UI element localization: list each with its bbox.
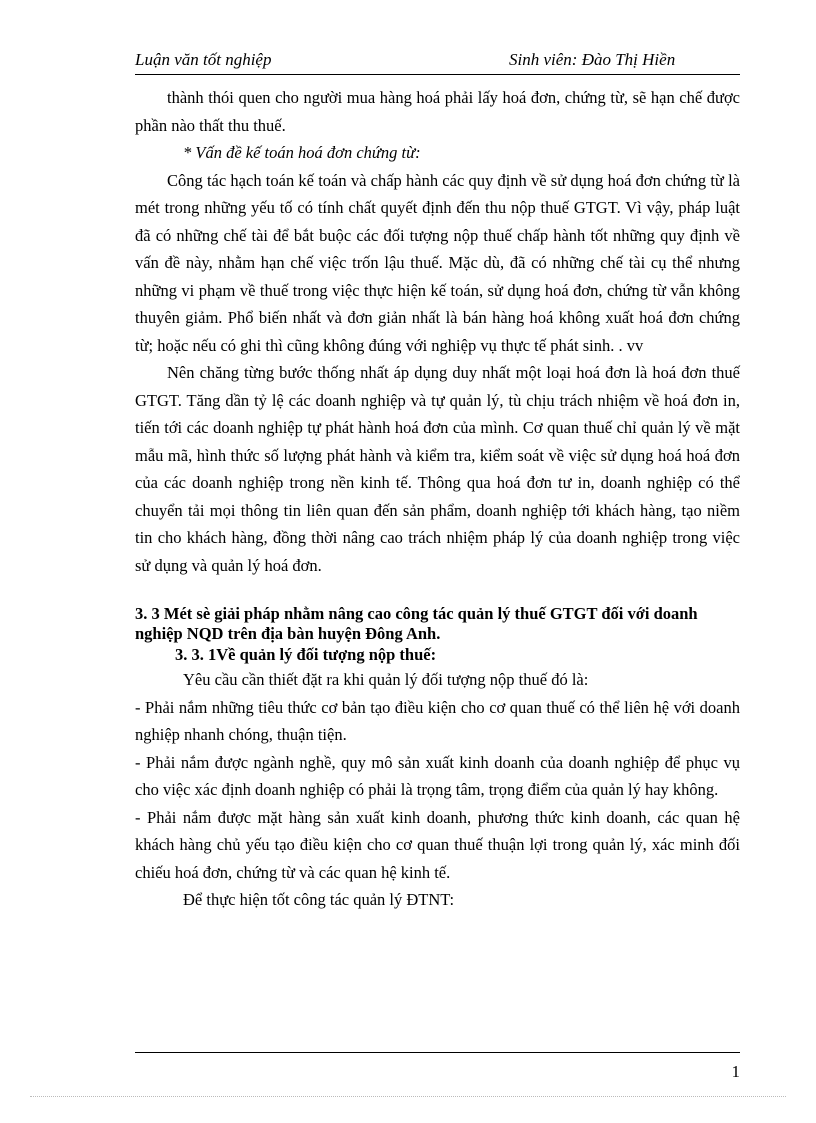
paragraph-2: Công tác hạch toán kế toán và chấp hành các quy định về sử dụng hoá đơn chứng từ là mét trong những yếu tố có tính chất quyết định đến thu nộp thuế GTGT. Vì vậy, pháp luật đã có những chế tài để bắt buộc các đối tượng nộp thuế chấp hành tốt những quy định về vấn đề này, nhằm hạn chế việc trốn lậu thuế. Mặc dù, đã có những chế tài cụ thể nhưng những vi phạm về thuế trong việc thực hiện kế toán, sử dụng hoá đơn, chứng từ vẫn không thuyên giảm. Phổ biến nhất và đơn giản nhất là bán hàng hoá không xuất hoá đơn chứng từ; hoặc nếu có ghi thì cũng không đúng với nghiệp vụ thực tế phát sinh. . vv [135,170,740,355]
section-heading: 3. 3 Mét sè giải pháp nhằm nâng cao công tác quản lý thuế GTGT đối với doanh nghiệp NQD trên địa bàn huyện Đông Anh. [135,604,698,643]
paragraph-3: Nên chăng từng bước thống nhất áp dụng duy nhất một loại hoá đơn là hoá đơn thuế GTGT. Tăng dần tỷ lệ các doanh nghiệp và tự quản lý, tù chịu trách nhiệm về hoá đơn in, tiến tới các doanh nghiệp tự phát hành hoá đơn của mình. Cơ quan thuế chỉ quản lý về mặt mẫu mã, hình thức số lượng phát hành và kiểm tra, kiểm soát về việc sử dụng hoá hoá đơn của các doanh nghiệp trong nền kinh tế. Thông qua hoá đơn tư in, doanh nghiệp có thể chuyển tải mọi thông tin liên quan đến sản phẩm, doanh nghiệp tới khách hàng, tạo niềm tin cho khách hàng, đồng thời nâng cao trách nhiệm pháp lý của doanh nghiệp trong việc sử dụng và quản lý hoá đơn. [135,363,740,575]
page-bottom-divider [30,1096,786,1097]
subsection-heading: 3. 3. 1Về quản lý đối tượng nộp thuế: [175,645,437,664]
spacer [135,579,740,604]
section-note: * Vấn đề kế toán hoá đơn chứng từ: [183,143,421,162]
document-body [135,84,740,914]
header-author: Sinh viên: Đào Thị Hiền [509,50,676,69]
paragraph-5: Để thực hiện tốt công tác quản lý ĐTNT: [183,890,455,909]
bullet-3: - Phải nắm được mặt hàng sản xuất kinh doanh, phương thức kinh doanh, các quan hệ khách hàng chủ yếu tạo điều kiện cho cơ quan thuế thuận lợi trong quản lý, xác minh đối chiếu hoá đơn, chứng từ và các quan hệ kinh tế. [135,807,740,882]
header-title: Luận văn tốt nghiệp [135,50,272,69]
footer-divider [135,1052,740,1053]
bullet-1: - Phải nắm những tiêu thức cơ bản tạo điều kiện cho cơ quan thuế có thể liên hệ với doanh nghiệp nhanh chóng, thuận tiện. [135,697,740,744]
page-number: 1 [731,1062,740,1081]
bullet-2: - Phải nắm được ngành nghề, quy mô sản xuất kinh doanh của doanh nghiệp để phục vụ cho việc xác định doanh nghiệp có phải là trọng tâm, trọng điểm của quản lý hay không. [135,752,740,799]
page-header [135,48,740,75]
paragraph-1: thành thói quen cho người mua hàng hoá phải lấy hoá đơn, chứng từ, sẽ hạn chế được phần nào thất thu thuế. [135,88,740,135]
paragraph-4: Yêu cầu cần thiết đặt ra khi quản lý đối tượng nộp thuế đó là: [183,670,589,689]
